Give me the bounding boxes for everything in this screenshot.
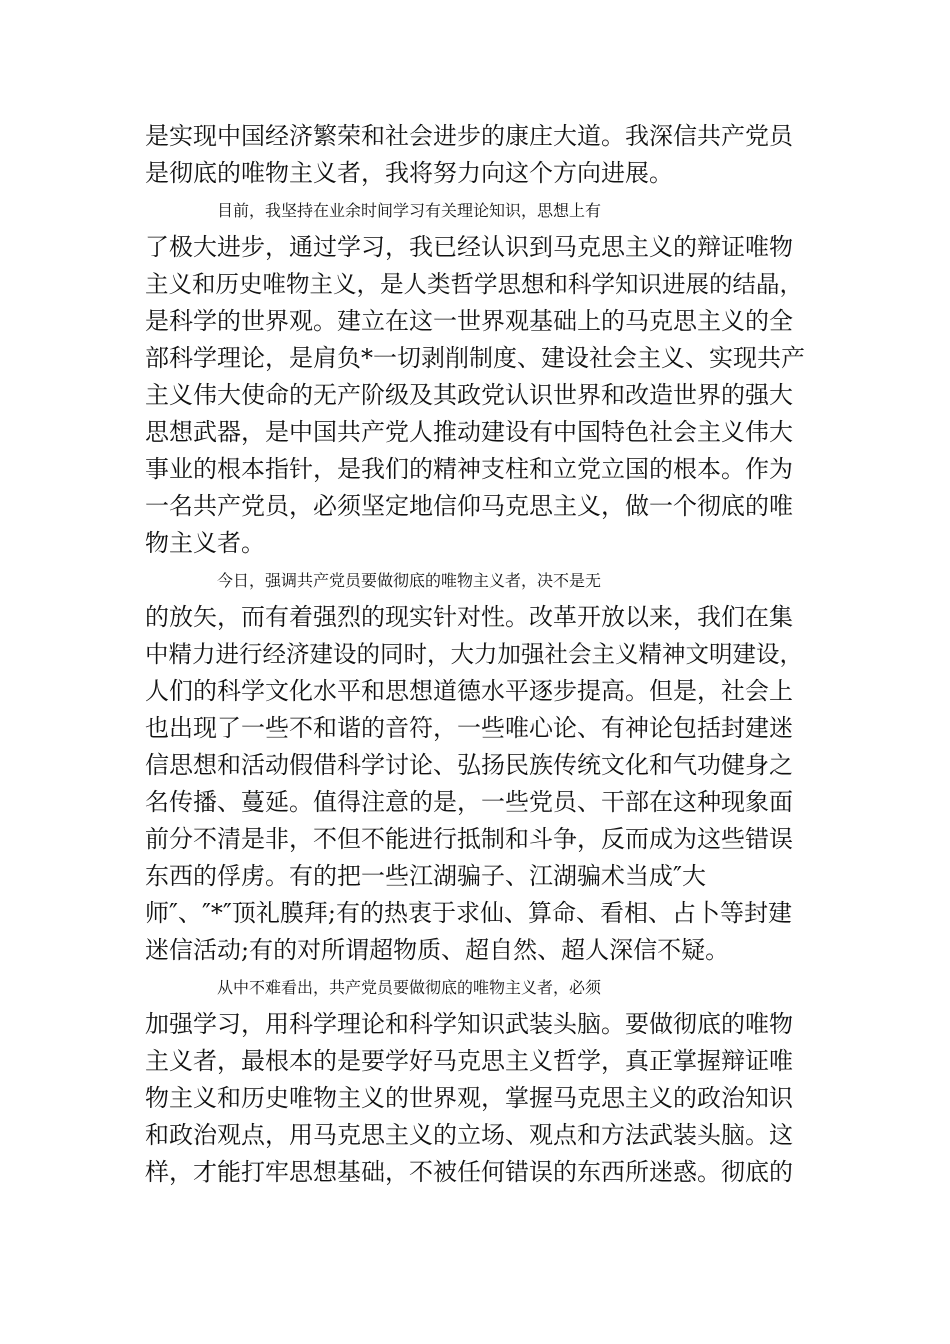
paragraph-first-line: 目前，我坚持在业余时间学习有关理论知识，思想上有 (217, 201, 602, 220)
text-line: 思想武器，是中国共产党人推动建设有中国特色社会主义伟大 (145, 418, 793, 446)
text-line: 样，才能打牢思想基础，不被任何错误的东西所迷惑。彻底的 (145, 1158, 793, 1186)
text-line: 和政治观点，用马克思主义的立场、观点和方法武装头脑。这 (145, 1121, 793, 1149)
paragraph-first-line: 今日，强调共产党员要做彻底的唯物主义者，决不是无 (217, 571, 602, 590)
text-line: 也出现了一些不和谐的音符，一些唯心论、有神论包括封建迷 (145, 714, 793, 742)
text-line: 部科学理论，是肩负*一切剥削制度、建设社会主义、实现共产 (145, 344, 805, 372)
text-line: 主义伟大使命的无产阶级及其政党认识世界和改造世界的强大 (145, 381, 793, 409)
text-line: 是科学的世界观。建立在这一世界观基础上的马克思主义的全 (145, 307, 793, 335)
text-line: 了极大进步，通过学习，我已经认识到马克思主义的辩证唯物 (145, 233, 793, 261)
text-line: 一名共产党员，必须坚定地信仰马克思主义，做一个彻底的唯 (145, 492, 793, 520)
document-body (145, 118, 805, 1191)
text-line: 事业的根本指针，是我们的精神支柱和立党立国的根本。作为 (145, 455, 793, 483)
text-line: 主义者，最根本的是要学好马克思主义哲学，真正掌握辩证唯 (145, 1047, 793, 1075)
text-line: 迷信活动;有的对所谓超物质、超自然、超人深信不疑。 (145, 936, 730, 964)
text-line: 中精力进行经济建设的同时，大力加强社会主义精神文明建设， (145, 640, 803, 668)
text-line: 信思想和活动假借科学讨论、弘扬民族传统文化和气功健身之 (145, 751, 793, 779)
text-line: 是实现中国经济繁荣和社会进步的康庄大道。我深信共产党员 (145, 122, 793, 150)
paragraph-first-line: 从中不难看出，共产党员要做彻底的唯物主义者，必须 (217, 978, 602, 997)
text-line: 的放矢，而有着强烈的现实针对性。改革开放以来，我们在集 (145, 603, 793, 631)
text-line: 人们的科学文化水平和思想道德水平逐步提高。但是，社会上 (145, 677, 793, 705)
text-line: 东西的俘虏。有的把一些江湖骗子、江湖骗术当成″大 (145, 862, 706, 890)
text-line: 名传播、蔓延。值得注意的是，一些党员、干部在这种现象面 (145, 788, 793, 816)
text-line: 物主义者。 (145, 529, 265, 557)
text-line: 前分不清是非，不但不能进行抵制和斗争，反而成为这些错误 (145, 825, 793, 853)
text-line: 是彻底的唯物主义者，我将努力向这个方向进展。 (145, 159, 673, 187)
text-line: 物主义和历史唯物主义的世界观，掌握马克思主义的政治知识 (145, 1084, 793, 1112)
text-line: 师″、″*″顶礼膜拜;有的热衷于求仙、算命、看相、占卜等封建 (145, 899, 792, 927)
text-line: 主义和历史唯物主义，是人类哲学思想和科学知识进展的结晶， (145, 270, 803, 298)
text-line: 加强学习，用科学理论和科学知识武装头脑。要做彻底的唯物 (145, 1010, 793, 1038)
